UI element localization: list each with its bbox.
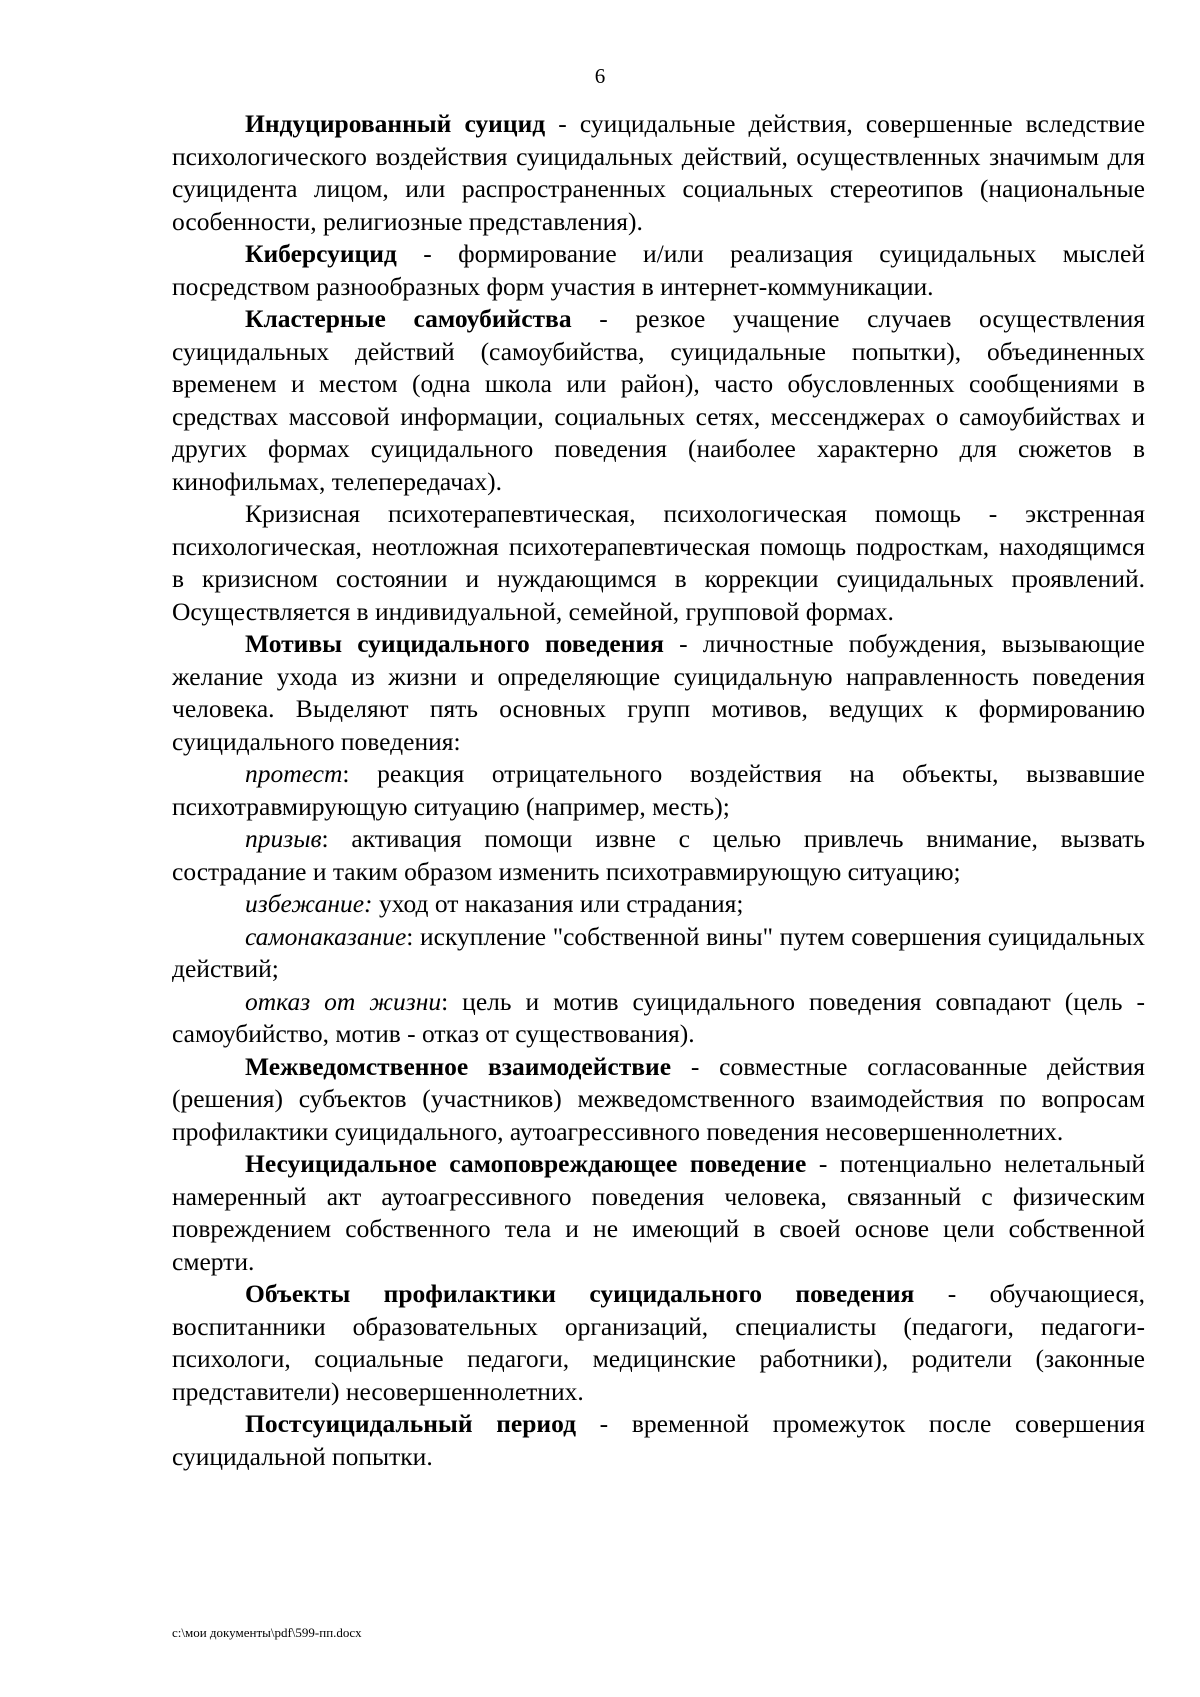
paragraph-interagency	[172, 1051, 1145, 1149]
term: протест	[245, 759, 343, 788]
term: Кластерные самоубийства	[245, 304, 572, 333]
paragraph-crisis-help	[172, 498, 1145, 628]
definition: - суицидальные действия, совершенные вследствие психологического воздействия суицидальных действий, осуществленных значимым для суицидента лицом, или распространенных социальных стереотипов (национальные особенности, религиозные представления).	[172, 109, 1146, 236]
term: избежание:	[245, 889, 373, 918]
paragraph-induced-suicide	[172, 108, 1145, 238]
paragraph-prevention-objects	[172, 1278, 1145, 1408]
definition: - временной промежуток после совершения суицидальной попытки.	[172, 1409, 1145, 1471]
definition: - личностные побуждения, вызывающие желание ухода из жизни и определяющие суицидальную направленность поведения человека. Выделяют пять основных групп мотивов, ведущих к формированию суицидального поведения:	[172, 629, 1145, 756]
page-number: 6	[594, 64, 606, 88]
definition: : активация помощи извне с целью привлечь внимание, вызвать сострадание и таким образом изменить психотравмирующую ситуацию;	[172, 824, 1145, 886]
term: Объекты профилактики суицидального поведения	[245, 1279, 915, 1308]
paragraph-motive-protest	[172, 758, 1145, 823]
paragraph-motive-avoidance	[172, 888, 1145, 921]
paragraph-motive-self-punishment	[172, 921, 1145, 986]
term: Постсуицидальный период	[245, 1409, 576, 1438]
definition: - обучающиеся, воспитанники образовательных организаций, специалисты (педагоги, педагоги-психологи, социальные педагоги, медицинские работники), родители (законные представители) несовершеннолетних.	[172, 1279, 1145, 1406]
definition: - формирование и/или реализация суицидальных мыслей посредством разнообразных форм участия в интернет-коммуникации.	[172, 239, 1145, 301]
definition: - потенциально нелетальный намеренный акт аутоагрессивного поведения человека, связанный с физическим повреждением собственного тела и не имеющий в своей основе цели собственной смерти.	[172, 1149, 1145, 1276]
paragraph-cluster-suicides	[172, 303, 1145, 498]
definition: - совместные согласованные действия (решения) субъектов (участников) межведомственного взаимодействия по вопросам профилактики суицидального, аутоагрессивного поведения несовершеннолетних.	[172, 1051, 1145, 1146]
definition: уход от наказания или страдания;	[372, 889, 744, 918]
term: призыв	[245, 824, 322, 853]
term: Несуицидальное самоповреждающее поведение	[245, 1149, 807, 1178]
term: Киберсуицид	[245, 239, 397, 268]
paragraph-nonsuicidal-self-harm	[172, 1148, 1145, 1278]
definition: : реакция отрицательного воздействия на объекты, вызвавшие психотравмирующую ситуацию (например, месть);	[172, 759, 1145, 821]
definition: Кризисная психотерапевтическая, психологическая помощь - экстренная психологическая, неотложная психотерапевтическая помощь подросткам, находящимся в кризисном состоянии и нуждающимся в коррекции суицидальных проявлений. Осуществляется в индивидуальной, семейной, групповой формах.	[172, 499, 1145, 626]
definition: : цель и мотив суицидального поведения совпадают (цель - самоубийство, мотив - отказ от существования).	[172, 986, 1146, 1048]
paragraph-motive-appeal	[172, 823, 1145, 888]
term: Индуцированный суицид	[245, 109, 546, 138]
term: Мотивы суицидального поведения	[245, 629, 664, 658]
definition: - резкое учащение случаев осуществления суицидальных действий (самоубийства, суицидальные попытки), объединенных временем и местом (одна школа или район), часто обусловленных сообщениями в средствах массовой информации, социальных сетях, мессенджерах о самоубийствах и других формах суицидального поведения (наиболее характерно для сюжетов в кинофильмах, телепередачах).	[172, 304, 1145, 496]
paragraph-motive-refusal	[172, 986, 1145, 1051]
term: самонаказание	[245, 921, 407, 951]
paragraph-motives	[172, 628, 1145, 758]
definition: : искупление "собственной вины" путем совершения суицидальных действий;	[172, 921, 1145, 983]
term: отказ от жизни	[245, 986, 442, 1016]
document-body	[172, 108, 1145, 1473]
paragraph-postsuicidal	[172, 1408, 1145, 1473]
paragraph-cybersuicide	[172, 238, 1145, 303]
term: Межведомственное взаимодействие	[245, 1051, 672, 1081]
footer-file-path: c:\мои документы\pdf\599-пп.docx	[172, 1625, 362, 1640]
